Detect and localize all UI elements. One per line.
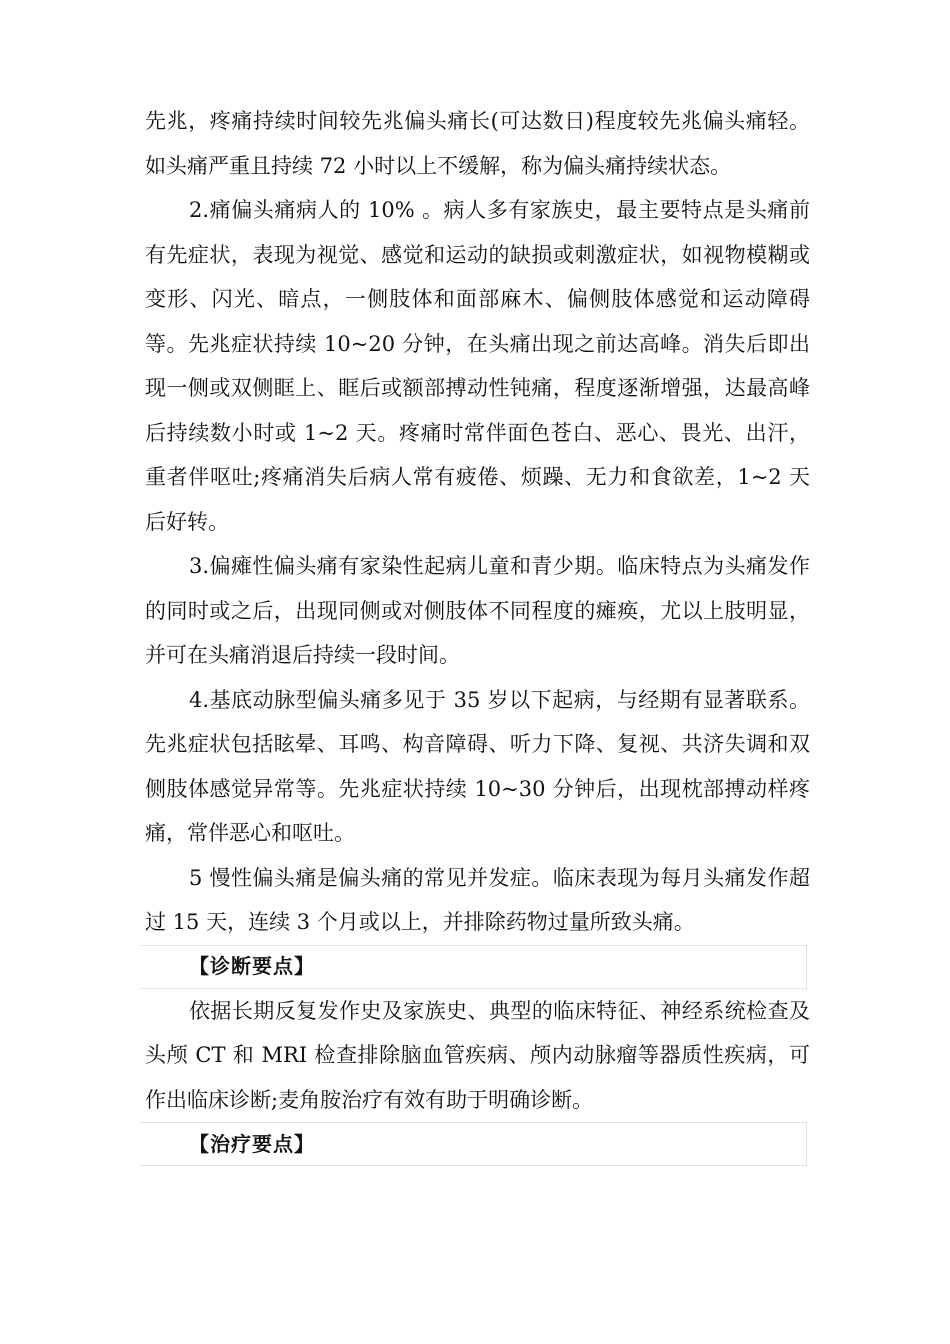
paragraph-basilar-migraine: 4.基底动脉型偏头痛多见于 35 岁以下起病，与经期有显著联系。先兆症状包括眩晕、耳鸣、构音障碍、听力下降、复视、共济失调和双侧肢体感觉异常等。先兆症状持续 10~30 分钟后，出现枕部搏动样疼痛，常伴恶心和呕吐。: [145, 687, 810, 845]
document-body: [145, 99, 810, 1166]
paragraph-migraine-without-aura-continued: 先兆，疼痛持续时间较先兆偏头痛长(可达数日)程度较先兆偏头痛轻。如头痛严重且持续 72 小时以上不缓解，称为偏头痛持续状态。: [145, 109, 810, 178]
paragraph-chronic-migraine: 5 慢性偏头痛是偏头痛的常见并发症。临床表现为每月头痛发作超过 15 天，连续 3 个月或以上，并排除药物过量所致头痛。: [145, 865, 810, 934]
paragraph-diagnosis: 依据长期反复发作史及家族史、典型的临床特征、神经系统检查及头颅 CT 和 MRI 检查排除脑血管疾病、颅内动脉瘤等器质性疾病，可作出临床诊断;麦角胺治疗有效有助于明确诊断。: [145, 998, 810, 1112]
paragraph-migraine-with-aura: 2.痛偏头痛病人的 10% 。病人多有家族史，最主要特点是头痛前有先症状，表现为视觉、感觉和运动的缺损或刺激症状，如视物模糊或变形、闪光、暗点，一侧肢体和面部麻木、偏侧肢体感觉和运动障碍等。先兆症状持续 10~20 分钟，在头痛出现之前达高峰。消失后即出现一侧或双侧眶上、眶后或额部搏动性钝痛，程度逐渐增强，达最高峰后持续数小时或 1~2 天。疼痛时常伴面色苍白、恶心、畏光、出汗，重者伴呕吐;疼痛消失后病人常有疲倦、烦躁、无力和食欲差，1~2 天后好转。: [145, 198, 810, 534]
diagnosis-heading-box: [141, 945, 807, 989]
diagnosis-heading: 【诊断要点】: [189, 954, 315, 979]
treatment-heading-box: [141, 1122, 807, 1166]
paragraph-hemiplegic-migraine: 3.偏瘫性偏头痛有家染性起病儿童和青少期。临床特点为头痛发作的同时或之后，出现同侧或对侧肢体不同程度的瘫痪，尤以上肢明显，并可在头痛消退后持续一段时间。: [145, 554, 810, 667]
treatment-heading: 【治疗要点】: [189, 1131, 315, 1156]
